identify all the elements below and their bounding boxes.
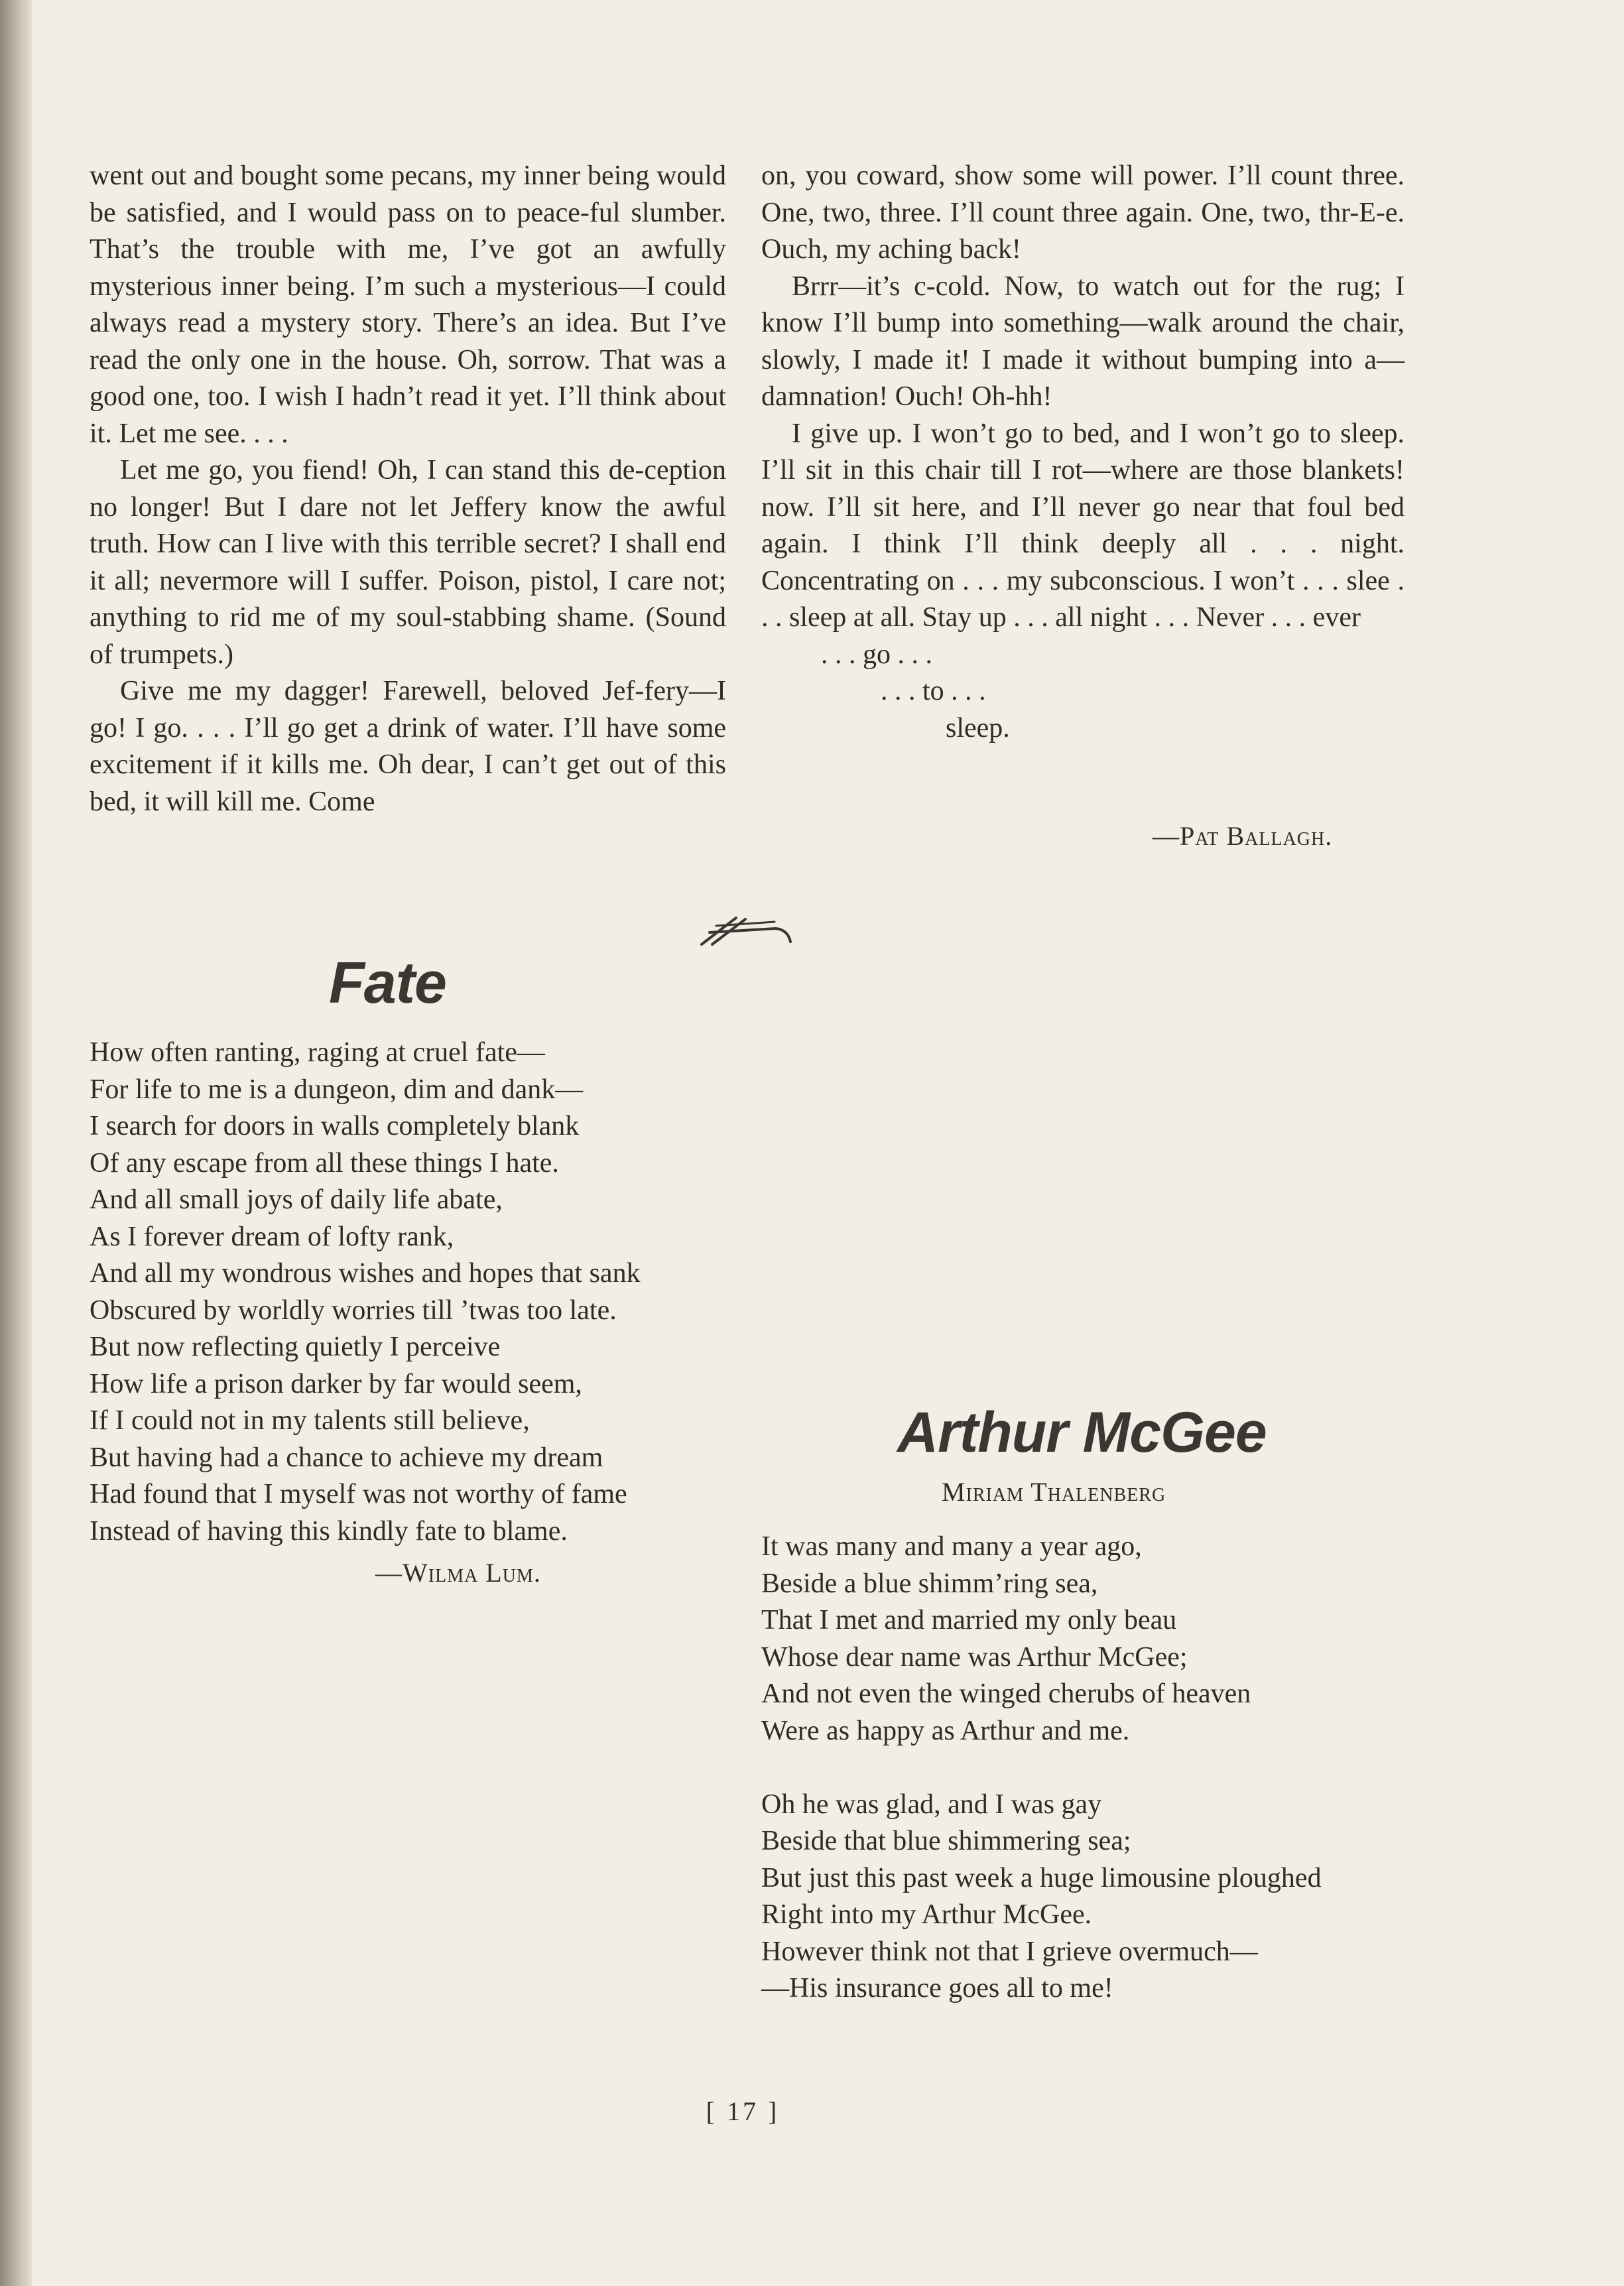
poem-line: Beside a blue shimm’ring sea, <box>761 1568 1098 1599</box>
poem-line: That I met and married my only beau <box>761 1605 1177 1635</box>
poem-line: Had found that I myself was not worthy of fame <box>90 1479 627 1509</box>
poem-line: But having had a chance to achieve my dream <box>90 1442 603 1473</box>
poem-line: And all small joys of daily life abate, <box>90 1184 503 1215</box>
story-paragraph-5: Brrr—it’s c-cold. Now, to watch out for the rug; I know I’ll bump into something—walk around the chair, slowly, I made it! I made it without bumping into a—damnation! Ouch! Oh-hh! <box>761 271 1405 412</box>
poem-line: Whose dear name was Arthur McGee; <box>761 1641 1188 1673</box>
poem-line: Oh he was glad, and I was gay <box>761 1789 1102 1820</box>
stanza-gap <box>761 1749 1405 1787</box>
story-tail-line-1: . . . go . . . <box>821 639 932 670</box>
poem-arthur-byline: Miriam Thalenberg <box>942 1477 1166 1507</box>
poem-line: But just this past week a huge limousine ploughed <box>761 1862 1322 1893</box>
story-right-column <box>761 158 1405 747</box>
poem-arthur-body <box>761 1529 1405 2007</box>
poem-line: I search for doors in walls completely blank <box>90 1111 580 1141</box>
page-number: [ 17 ] <box>706 2096 780 2126</box>
story-paragraph-2: Let me go, you fiend! Oh, I can stand this de-ception no longer! But I dare not let Jeffery know the awful truth. How can I live with this terrible secret? I shall end it all; nevermore will I suffer. Poison, pistol, I care not; anything to rid me of my soul-stabbing shame. (Sound of trumpets.) <box>90 455 726 670</box>
poem-fate-body <box>90 1035 726 1550</box>
poem-line: For life to me is a dungeon, dim and dank— <box>90 1074 584 1105</box>
story-tail-line-2: . . . to . . . <box>881 676 986 706</box>
poem-line: Obscured by worldly worries till ’twas too late. <box>90 1295 617 1326</box>
poem-fate-author: —Wilma Lum. <box>375 1558 541 1588</box>
poem-line: Instead of having this kindly fate to blame. <box>90 1515 568 1547</box>
poem-line: However think not that I grieve overmuch— <box>761 1936 1258 1967</box>
story-paragraph-4: on, you coward, show some will power. I’ll count three. One, two, three. I’ll count three again. One, two, thr-E-e. Ouch, my aching back! <box>761 160 1405 265</box>
poem-line: —His insurance goes all to me! <box>761 1973 1113 2003</box>
poem-title-fate: Fate <box>329 950 446 1015</box>
story-paragraph-6: I give up. I won’t go to bed, and I won’t go to sleep. I’ll sit in this chair till I rot—where are those blankets! now. I’ll sit here, and I’ll never go near that foul bed again. I think I’ll think deeply all . . . night. Concentrating on . . . my subconscious. I won’t . . . slee . . . sleep at all. Stay up . . . all night . . . Never . . . ever <box>761 418 1405 633</box>
poem-line: And not even the winged cherubs of heaven <box>761 1679 1251 1709</box>
poem-title-arthur-mcgee: Arthur McGee <box>897 1401 1267 1464</box>
story-left-column <box>90 158 726 820</box>
scribble-ornament-icon <box>696 910 796 953</box>
binding-edge <box>0 0 32 2286</box>
poem-line: Beside that blue shimmering sea; <box>761 1826 1131 1856</box>
poem-line: It was many and many a year ago, <box>761 1531 1142 1562</box>
poem-line: How often ranting, raging at cruel fate— <box>90 1037 545 1068</box>
poem-line: Of any escape from all these things I hate. <box>90 1147 559 1178</box>
poem-line: How life a prison darker by far would seem, <box>90 1368 582 1399</box>
poem-line: Were as happy as Arthur and me. <box>761 1715 1130 1746</box>
poem-line: If I could not in my talents still believe, <box>90 1405 530 1436</box>
story-paragraph-3: Give me my dagger! Farewell, beloved Jef-fery—I go! I go. . . . I’ll go get a drink of water. I’ll have some excitement if it kills me. Oh dear, I can’t get out of this bed, it will kill me. Come <box>90 676 726 817</box>
story-paragraph-1: went out and bought some pecans, my inner being would be satisfied, and I would pass on to peace-ful slumber. That’s the trouble with me, I’ve got an awfully mysterious inner being. I’m such a mysterious—I could always read a mystery story. There’s an idea. But I’ve read the only one in the house. Oh, sorrow. That was a good one, too. I wish I hadn’t read it yet. I’ll think about it. Let me see. . . . <box>90 160 726 449</box>
story-author: —Pat Ballagh. <box>1153 821 1333 851</box>
poem-line: And all my wondrous wishes and hopes that sank <box>90 1258 641 1289</box>
story-tail-line-3: sleep. <box>946 712 1010 743</box>
poem-line: As I forever dream of lofty rank, <box>90 1221 454 1252</box>
poem-line: Right into my Arthur McGee. <box>761 1899 1092 1930</box>
poem-line: But now reflecting quietly I perceive <box>90 1332 501 1362</box>
